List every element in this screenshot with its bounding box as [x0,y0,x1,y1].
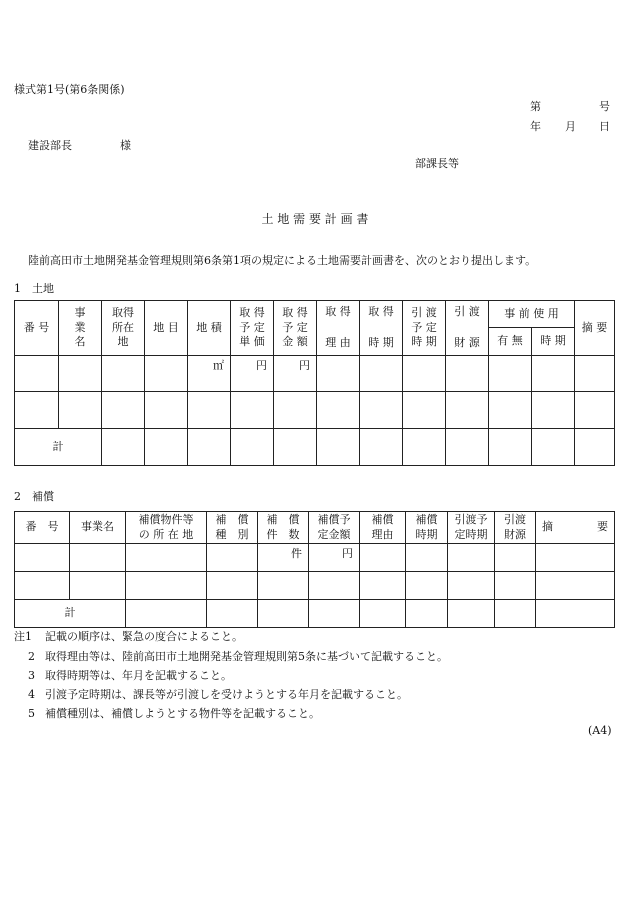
comp-total-row [15,600,615,628]
comp-header-remarks-left: 摘 [542,520,553,534]
land-header-land-category: 地 目 [145,301,188,356]
compensation-table [14,511,615,628]
compensation-section-label: 2 補償 [14,490,54,503]
land-unit-unit-price: 円 [231,356,274,392]
land-header-location: 取得 所在 地 [102,301,145,356]
document-title: 土 地 需 要 計 画 書 [261,212,369,226]
land-header-area: 地 積 [188,301,231,356]
note-text: 取得時期等は、年月を記載すること。 [45,669,232,682]
comp-header-type: 補 償 種 別 [207,512,258,544]
land-total-row [15,429,615,466]
note-text: 引渡予定時期は、課長等が引渡しを受けようとする年月を記載すること。 [45,688,408,701]
comp-header-delivery-time: 引渡予 定時期 [448,512,495,544]
land-header-project-name: 事 業 名 [59,301,102,356]
land-header-delivery-time: 引 渡 予 定 時 期 [403,301,446,356]
comp-header-number: 番 号 [15,512,70,544]
land-header-timing [360,301,403,356]
date-year: 年 [530,120,541,133]
land-unit-amount: 円 [274,356,317,392]
comp-header-remarks-right: 要 [597,520,608,534]
note-number: 注1 [14,630,32,643]
comp-header-reason: 補償 理由 [360,512,406,544]
land-header-timing-bottom: 時 期 [368,336,394,349]
comp-header-location: 補償物件等 の 所 在 地 [126,512,207,544]
land-header-funding-bottom: 財 源 [454,336,480,349]
land-header-unit-price: 取 得 予 定 単 価 [231,301,274,356]
note-number: 3 [28,669,35,682]
intro-text: 陸前高田市土地開発基金管理規則第6条第1項の規定による土地需要計画書を、次のとおり提出します。 [28,254,537,267]
comp-total-label: 計 [15,600,126,628]
note-text: 記載の順序は、緊急の度合によること。 [45,630,243,643]
date-month: 月 [565,120,576,133]
date-day: 日 [599,120,610,133]
paper-size-label: (A4) [588,724,612,737]
sender: 部課長等 [415,157,459,170]
document-number-suffix: 号 [599,100,610,113]
land-header-prior-use: 事 前 使 用 [489,301,575,328]
land-header-reason-bottom: 理 由 [325,336,351,349]
land-header-reason-top: 取 得 [325,305,351,319]
addressee: 建設部長 [28,139,72,152]
land-header-prior-use-yesno: 有 無 [489,328,532,356]
land-header-amount: 取 得 予 定 金 額 [274,301,317,356]
land-row-1 [15,356,615,392]
land-header-reason [317,301,360,356]
note-number: 5 [28,707,35,720]
land-section-label: 1 土地 [14,282,54,295]
land-header-remarks: 摘 要 [575,301,615,356]
comp-row-2 [15,572,615,600]
land-header-number: 番 号 [15,301,59,356]
comp-row-1 [15,544,615,572]
form-number: 様式第1号(第6条関係) [14,83,125,96]
comp-header-timing: 補償 時期 [406,512,448,544]
comp-header-remarks [536,512,615,544]
land-header-timing-top: 取 得 [368,305,394,319]
note-number: 4 [28,688,35,701]
note-text: 補償種別は、補償しようとする物件等を記載すること。 [45,707,320,720]
note-number: 2 [28,650,35,663]
land-header-funding-top: 引 渡 [454,305,480,319]
addressee-honorific: 様 [120,139,131,152]
comp-header-amount: 補償予 定金額 [309,512,360,544]
land-total-label: 計 [15,429,102,466]
document-number-prefix: 第 [530,100,541,113]
land-table [14,300,615,466]
comp-unit-count: 件 [258,544,309,572]
land-header-funding [446,301,489,356]
note-text: 取得理由等は、陸前高田市土地開発基金管理規則第5条に基づいて記載すること。 [45,650,448,663]
comp-header-project-name: 事業名 [70,512,126,544]
comp-header-funding: 引渡 財源 [495,512,536,544]
land-header-prior-use-period: 時 期 [532,328,575,356]
comp-header-count: 補 償 件 数 [258,512,309,544]
comp-unit-amount: 円 [309,544,360,572]
land-row-2 [15,392,615,429]
land-unit-area: ㎡ [188,356,231,392]
